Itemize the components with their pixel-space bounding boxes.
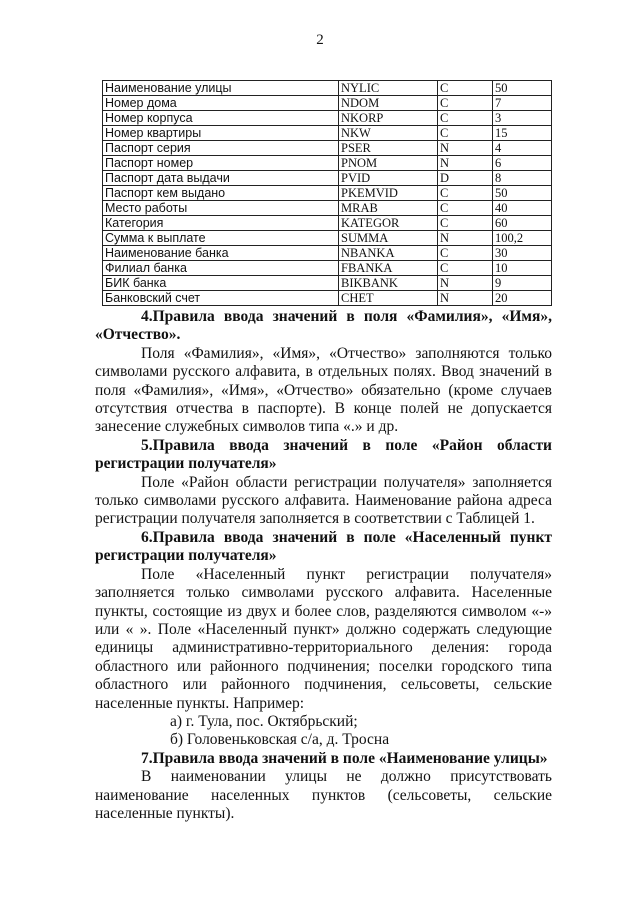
field-name-cell: Паспорт дата выдачи	[103, 171, 339, 186]
field-name-cell: Паспорт кем выдано	[103, 186, 339, 201]
fields-table	[102, 80, 552, 306]
field-name-cell: Наименование банка	[103, 246, 339, 261]
example-b: б) Головеньковская с/а, д. Тросна	[170, 731, 390, 749]
table-row	[103, 186, 552, 201]
field-type-cell: D	[438, 171, 493, 186]
field-type-cell: C	[438, 201, 493, 216]
field-type-cell: C	[438, 186, 493, 201]
field-length-cell: 40	[493, 201, 552, 216]
field-length-cell: 50	[493, 81, 552, 96]
example-a: а) г. Тула, пос. Октябрьский;	[170, 712, 358, 730]
table-row	[103, 291, 552, 306]
section-5-body: Поле «Район области регистрации получателя» заполняется только символами русского алфавита. Наименование района адреса регистрации получателя заполняется в соответствии с Таблицей 1.	[95, 473, 552, 528]
field-type-cell: C	[438, 96, 493, 111]
table-row	[103, 216, 552, 231]
field-name-cell: Наименование улицы	[103, 81, 339, 96]
table-row	[103, 201, 552, 216]
field-type-cell: C	[438, 111, 493, 126]
field-code-cell: PSER	[339, 141, 438, 156]
field-code-cell: NDOM	[339, 96, 438, 111]
table-row	[103, 246, 552, 261]
section-5-heading: 5.Правила ввода значений в поле «Район области регистрации получателя»	[95, 436, 552, 473]
table-row	[103, 171, 552, 186]
field-length-cell: 100,2	[493, 231, 552, 246]
field-type-cell: N	[438, 276, 493, 291]
field-length-cell: 20	[493, 291, 552, 306]
field-code-cell: PNOM	[339, 156, 438, 171]
field-code-cell: NKORP	[339, 111, 438, 126]
field-length-cell: 10	[493, 261, 552, 276]
field-name-cell: Сумма к выплате	[103, 231, 339, 246]
field-code-cell: KATEGOR	[339, 216, 438, 231]
field-name-cell: Номер дома	[103, 96, 339, 111]
table-row	[103, 276, 552, 291]
field-code-cell: NKW	[339, 126, 438, 141]
field-length-cell: 4	[493, 141, 552, 156]
field-code-cell: SUMMA	[339, 231, 438, 246]
field-length-cell: 3	[493, 111, 552, 126]
field-name-cell: Паспорт серия	[103, 141, 339, 156]
field-length-cell: 30	[493, 246, 552, 261]
field-length-cell: 9	[493, 276, 552, 291]
field-type-cell: N	[438, 291, 493, 306]
field-length-cell: 6	[493, 156, 552, 171]
field-type-cell: C	[438, 81, 493, 96]
field-type-cell: C	[438, 246, 493, 261]
field-length-cell: 60	[493, 216, 552, 231]
field-name-cell: Номер корпуса	[103, 111, 339, 126]
table-row	[103, 141, 552, 156]
section-4-heading: 4.Правила ввода значений в поля «Фамилия», «Имя», «Отчество».	[95, 308, 552, 344]
field-type-cell: C	[438, 216, 493, 231]
table-row	[103, 231, 552, 246]
field-code-cell: PVID	[339, 171, 438, 186]
field-name-cell: Банковский счет	[103, 291, 339, 306]
field-length-cell: 15	[493, 126, 552, 141]
field-type-cell: C	[438, 261, 493, 276]
field-code-cell: BIKBANK	[339, 276, 438, 291]
field-type-cell: N	[438, 231, 493, 246]
table-row	[103, 81, 552, 96]
field-code-cell: MRAB	[339, 201, 438, 216]
field-name-cell: БИК банка	[103, 276, 339, 291]
field-code-cell: NYLIC	[339, 81, 438, 96]
table-row	[103, 111, 552, 126]
field-type-cell: N	[438, 156, 493, 171]
field-code-cell: PKEMVID	[339, 186, 438, 201]
table-row	[103, 156, 552, 171]
section-6-heading: 6.Правила ввода значений в поле «Населенный пункт регистрации получателя»	[95, 528, 552, 565]
field-name-cell: Филиал банка	[103, 261, 339, 276]
field-length-cell: 50	[493, 186, 552, 201]
field-type-cell: N	[438, 141, 493, 156]
field-code-cell: NBANKA	[339, 246, 438, 261]
section-7-heading: 7.Правила ввода значений в поле «Наименование улицы»	[141, 749, 548, 767]
section-7-body: В наименовании улицы не должно присутствовать наименование населенных пунктов (сельсоветы, сельские населенные пункты).	[95, 768, 552, 822]
field-code-cell: CHET	[339, 291, 438, 306]
field-name-cell: Паспорт номер	[103, 156, 339, 171]
field-length-cell: 8	[493, 171, 552, 186]
field-name-cell: Категория	[103, 216, 339, 231]
table-row	[103, 261, 552, 276]
field-name-cell: Место работы	[103, 201, 339, 216]
section-6-body: Поле «Населенный пункт регистрации получателя» заполняется только символами русского алфавита. Населенные пункты, состоящие из двух и более слов, разделяются символом «-» или « ». Поле «Населенный пункт» должно содержать следующие единицы административно-территориального деления: города областного или районного подчинения; поселки городского типа областного или районного подчинения, сельсоветы, сельские населенные пункты. Например:	[95, 565, 552, 712]
field-type-cell: C	[438, 126, 493, 141]
field-length-cell: 7	[493, 96, 552, 111]
section-4-body: Поля «Фамилия», «Имя», «Отчество» заполняются только символами русского алфавита, в отдельных полях. Ввод значений в поля «Фамилия», «Имя», «Отчество» обязательно (кроме случаев отсутствия отчества в паспорте). В конце полей не допускается занесение служебных символов типа «.» и др.	[95, 344, 552, 436]
table-row	[103, 96, 552, 111]
table-row	[103, 126, 552, 141]
field-name-cell: Номер квартиры	[103, 126, 339, 141]
document-body	[95, 308, 552, 823]
field-code-cell: FBANKA	[339, 261, 438, 276]
page-number: 2	[316, 32, 324, 48]
